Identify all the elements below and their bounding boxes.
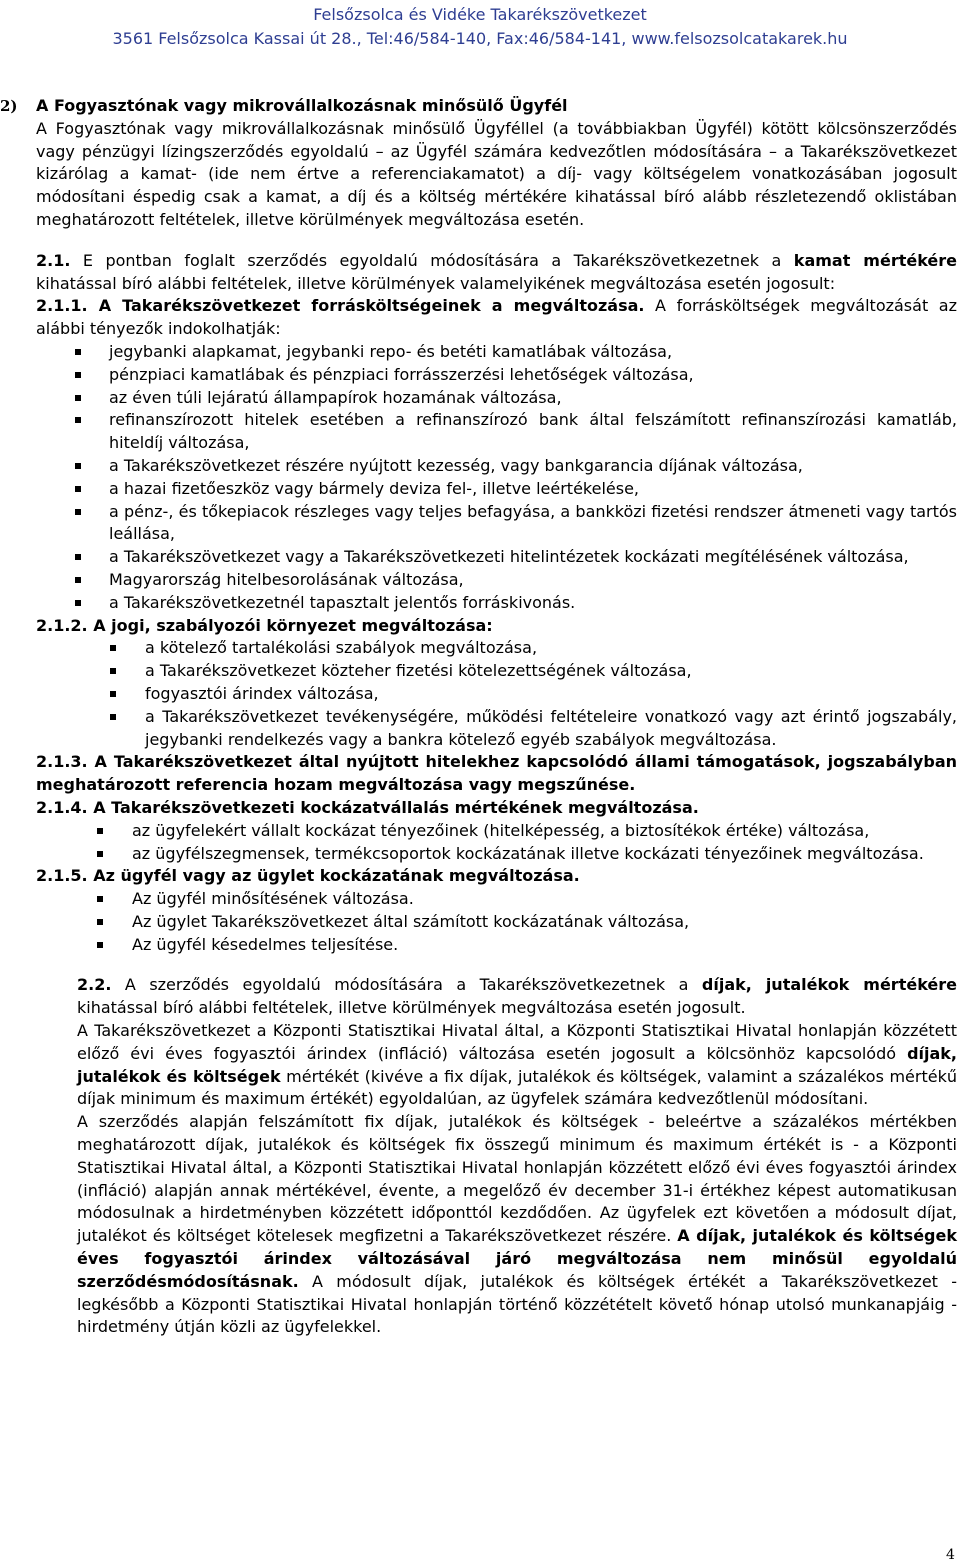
paragraph-bold: A díjak, jutalékok és költségek éves fogyasztói árindex változásával járó megváltozása nem minősül egyoldalú szerződésmódosításnak. bbox=[77, 1226, 957, 1291]
clause-2-1-4-title: 2.1.4. A Takarékszövetkezeti kockázatvállalás mértékének megváltozása. bbox=[36, 797, 699, 817]
list-item: Az ügylet Takarékszövetkezet által számított kockázatának változása, bbox=[0, 911, 960, 934]
list-item: a kötelező tartalékolási szabályok megváltozása, bbox=[0, 637, 960, 660]
section-intro: A Fogyasztónak vagy mikrovállalkozásnak minősülő Ügyféllel (a továbbiakban Ügyfél) kötött kölcsönszerződés vagy pénzügyi lízingszerződés egyoldalú – az Ügyfél számára kedvezőtlen módosítására – a Takarékszövetkezet kizárólag a kamat- (ide nem értve a referenciakamatot) a díj- vagy költségelem vonatkozásában jogosult módosítani éspedig csak a kamat, a díj és a költség mértékére kihatással bíró alább részletezendő oklistában meghatározott feltételek, illetve körülmények megváltozása esetén. bbox=[36, 118, 957, 229]
clause-2-1-bold: kamat mértékére bbox=[793, 250, 958, 270]
list-item: a Takarékszövetkezet közteher fizetési kötelezettségének változása, bbox=[0, 660, 960, 683]
section-number: 2) bbox=[0, 97, 18, 115]
clause-2-2-paragraph-3 bbox=[0, 1111, 960, 1339]
clause-2-1-number: 2.1. bbox=[36, 250, 71, 270]
clause-2-2-text: A szerződés egyoldalú módosítására a Takarékszövetkezetnek a bbox=[111, 975, 702, 995]
clause-2-1-text-end: kihatással bíró alábbi feltételek, illetve körülmények valamelyikének megváltozása esetén jogosult: bbox=[36, 273, 836, 293]
list-item: a Takarékszövetkezet tevékenységére, működési feltételeire vonatkozó vagy azt érintő jogszabály, jegybanki rendelkezés vagy a bankra kötelező egyéb szabályok megváltozása. bbox=[0, 706, 960, 752]
clause-2-2 bbox=[0, 974, 960, 1020]
clause-2-1-1-text: A forrásköltségek megváltozását az alábbi tényezők indokolhatják: bbox=[36, 296, 957, 339]
paragraph-bold: díjak, jutalékok és költségek bbox=[77, 1043, 957, 1086]
clause-2-1-1 bbox=[0, 295, 960, 341]
list-item: az ügyfélszegmensek, termékcsoportok kockázatának illetve kockázati tényezőinek megváltozása. bbox=[0, 843, 960, 866]
list-item: jegybanki alapkamat, jegybanki repo- és betéti kamatlábak változása, bbox=[0, 341, 960, 364]
section-title: A Fogyasztónak vagy mikrovállalkozásnak minősülő Ügyfél bbox=[36, 96, 568, 115]
list-item: Az ügyfél késedelmes teljesítése. bbox=[0, 934, 960, 957]
page-number: 4 bbox=[946, 1547, 955, 1563]
clause-2-1-3-title: 2.1.3. A Takarékszövetkezet által nyújtott hitelekhez kapcsolódó állami támogatások, jogszabályban meghatározott referencia hozam megváltozása vagy megszűnése. bbox=[36, 752, 957, 795]
clause-2-1-2-title: 2.1.2. A jogi, szabályozói környezet megváltozása: bbox=[36, 615, 493, 635]
paragraph-text: A szerződés alapján felszámított fix díjak, jutalékok és költségek - beleértve a százalékos mértékben meghatározott díjak, jutalékok és költségek fix összegű minimum és maximum értékét is - a Központi Statisztikai Hivatal által, a Központi Statisztikai Hivatal honlapján közzétett előző évi éves fogyasztói árindex (infláció) alapján annak mértékével, évente, a megelőző év december 31-i értékhez képest automatikusan módosulnak a hirdetményben közzétett időponttól kezdődően. Az ügyfelek ezt követően a módosult díjat, jutalékot és költséget kötelesek megfizetni a Takarékszövetkezet részére. bbox=[77, 1112, 957, 1246]
page-header bbox=[0, 3, 960, 51]
header-contact-line: 3561 Felsőzsolca Kassai út 28., Tel:46/584-140, Fax:46/584-141, www.felsozsolcatakarek.hu bbox=[112, 29, 848, 48]
clause-2-2-bold: díjak, jutalékok mértékére bbox=[701, 975, 958, 995]
clause-2-1-1-title: 2.1.1. A Takarékszövetkezet forrásköltségeinek a megváltozása. bbox=[36, 296, 645, 316]
list-item: Magyarország hitelbesorolásának változása, bbox=[0, 569, 960, 592]
list-item: refinanszírozott hitelek esetében a refinanszírozó bank által felszámított refinanszírozási kamatláb, hiteldíj változása, bbox=[0, 409, 960, 455]
clause-2-1-4-list bbox=[0, 820, 960, 866]
clause-2-1-2-list bbox=[0, 637, 960, 751]
list-item: fogyasztói árindex változása, bbox=[0, 683, 960, 706]
paragraph-text: A módosult díjak, jutalékok és költségek értékét a Takarékszövetkezet - legkésőbb a Központi Statisztikai Hivatal honlapján történő közzétételt követő hónap utolsó munkanapjáig - hirdetmény útján közli az ügyfelekkel. bbox=[77, 1271, 957, 1337]
document-body bbox=[0, 95, 960, 1339]
list-item: az ügyfelekért vállalt kockázat tényezőinek (hitelképesség, a biztosítékok értéke) változása, bbox=[0, 820, 960, 843]
list-item: a hazai fizetőeszköz vagy bármely deviza fel-, illetve leértékelése, bbox=[0, 478, 960, 501]
list-item: pénzpiaci kamatlábak és pénzpiaci forrásszerzési lehetőségek változása, bbox=[0, 364, 960, 387]
section-heading bbox=[0, 95, 960, 118]
clause-2-1-5-title: 2.1.5. Az ügyfél vagy az ügylet kockázatának megváltozása. bbox=[36, 866, 580, 886]
paragraph-text: mértékét (kivéve a fix díjak, jutalékok és költségek, valamint a százalékos mértékű díjak minimum és maximum értékét) egyoldalúan, az ügyfelek számára kedvezőtlenül módosítani. bbox=[77, 1066, 957, 1109]
clause-2-1-5-list bbox=[0, 888, 960, 956]
list-item: a Takarékszövetkezetnél tapasztalt jelentős forráskivonás. bbox=[0, 592, 960, 615]
header-bank-name: Felsőzsolca és Vidéke Takarékszövetkezet bbox=[313, 5, 647, 24]
clause-2-1 bbox=[0, 250, 960, 296]
clause-2-1-1-list bbox=[0, 341, 960, 615]
clause-2-2-number: 2.2. bbox=[77, 975, 112, 995]
clause-2-2-paragraph-2 bbox=[0, 1020, 960, 1111]
list-item: az éven túli lejáratú állampapírok hozamának változása, bbox=[0, 387, 960, 410]
list-item: a pénz-, és tőkepiacok részleges vagy teljes befagyása, a bankközi fizetési rendszer átmeneti vagy tartós leállása, bbox=[0, 501, 960, 547]
list-item: a Takarékszövetkezet részére nyújtott kezesség, vagy bankgarancia díjának változása, bbox=[0, 455, 960, 478]
list-item: a Takarékszövetkezet vagy a Takarékszövetkezeti hitelintézetek kockázati megítélésének változása, bbox=[0, 546, 960, 569]
clause-2-2-text-end: kihatással bíró alábbi feltételek, illetve körülmények megváltozása esetén jogosult. bbox=[77, 998, 746, 1018]
clause-2-1-text: E pontban foglalt szerződés egyoldalú módosítására a Takarékszövetkezetnek a bbox=[70, 250, 794, 270]
list-item: Az ügyfél minősítésének változása. bbox=[0, 888, 960, 911]
paragraph-text: A Takarékszövetkezet a Központi Statisztikai Hivatal által, a Központi Statisztikai Hivatal honlapján közzétett előző évi éves fogyasztói árindex (infláció) változása esetén jogosult a kölcsönhöz kapcsolódó bbox=[77, 1021, 957, 1063]
